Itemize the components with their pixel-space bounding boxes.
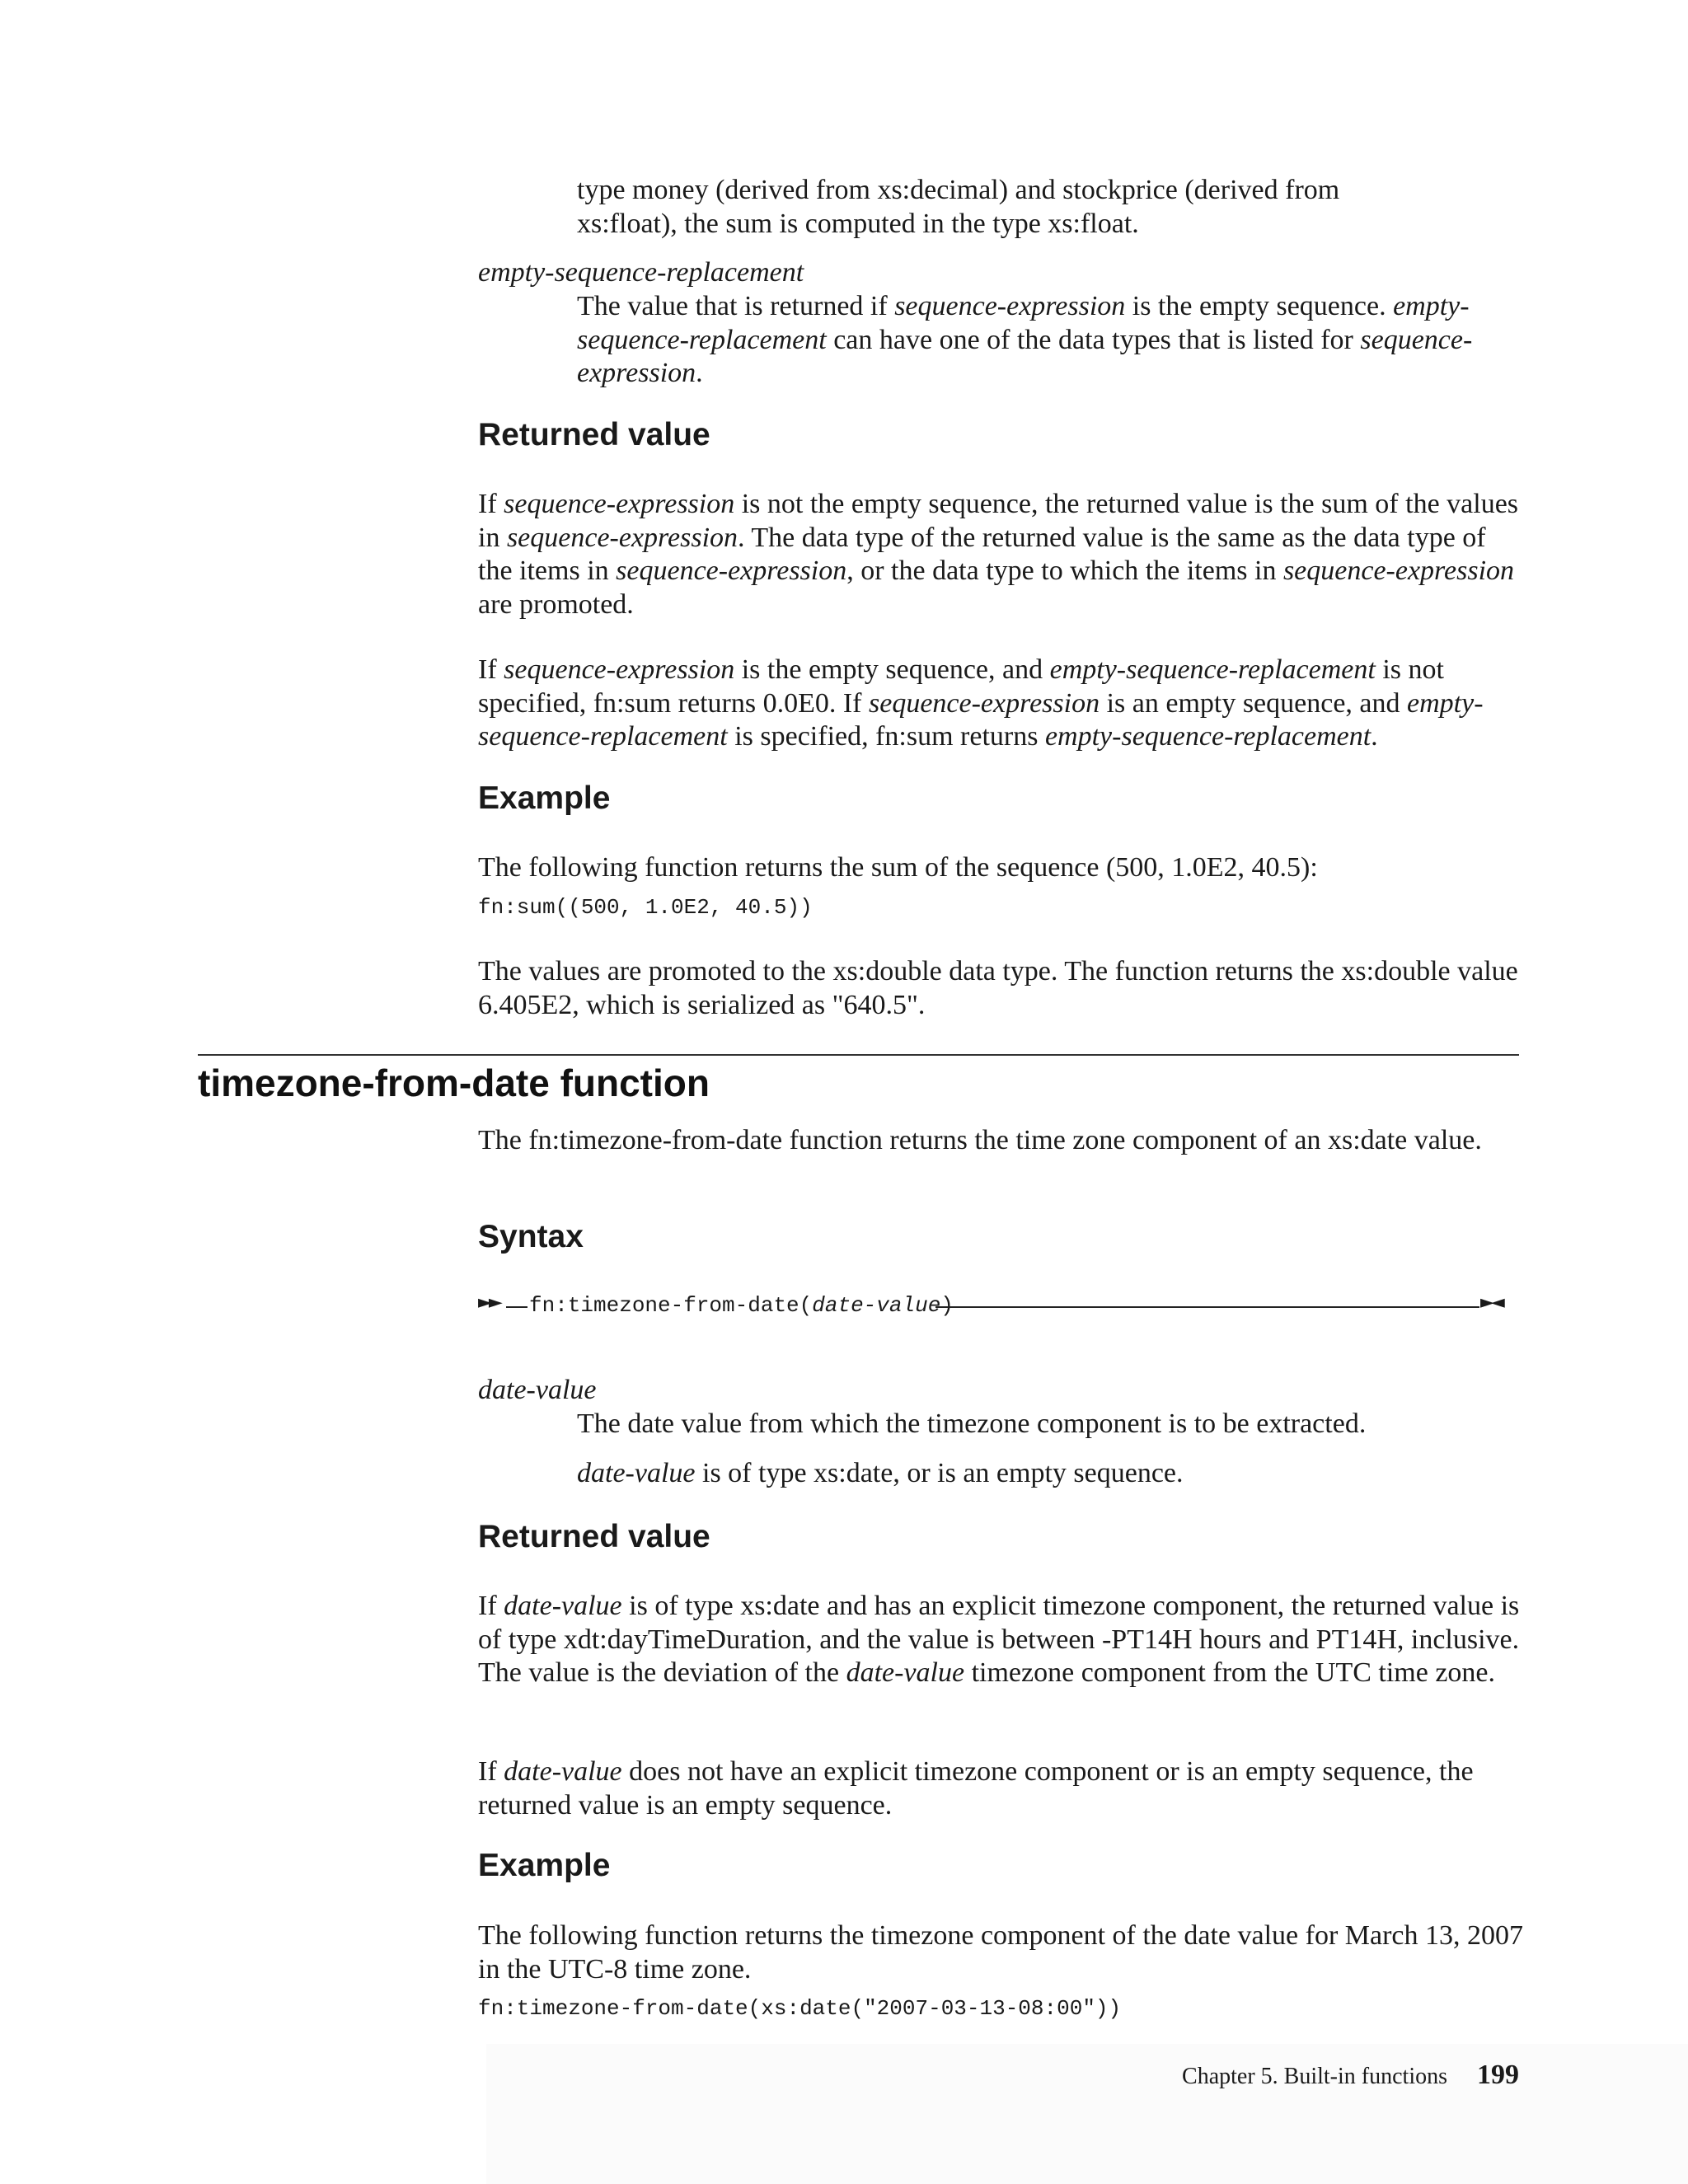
text: is of type xs:date and has an explicit timezone component, the returned value is of type xdt:dayTimeDuration, and the value is between -PT14H hours and PT14H, inclusive. The value is the deviation of the bbox=[478, 1591, 1520, 1688]
syntax-line bbox=[506, 1306, 528, 1308]
returned-paragraph-1 bbox=[478, 488, 1525, 621]
term: sequence-expression bbox=[616, 555, 847, 586]
code-sample-timezone: fn:timezone-from-date(xs:date("2007-03-13-08:00")) bbox=[478, 1996, 1122, 2021]
syntax-start-arrow-icon: ►► bbox=[478, 1292, 499, 1313]
term: empty-sequence-replacement bbox=[478, 687, 1484, 752]
heading-syntax: Syntax bbox=[478, 1219, 584, 1254]
text: is the empty sequence, and bbox=[734, 654, 1050, 685]
param-definition-1: The date value from which the timezone component is to be extracted. bbox=[577, 1408, 1367, 1439]
text: If bbox=[478, 489, 504, 519]
term: empty-sequence-replacement bbox=[1049, 654, 1376, 685]
term: sequence-expression bbox=[1282, 555, 1515, 586]
term: sequence-expression bbox=[506, 522, 738, 553]
cont-line-2: xs:float), the sum is computed in the type xs:float. bbox=[577, 208, 1139, 239]
term: date-value bbox=[846, 1657, 965, 1688]
returned2-paragraph-2 bbox=[478, 1755, 1525, 1822]
heading-example-2: Example bbox=[478, 1848, 611, 1883]
example-result: The values are promoted to the xs:double data type. The function returns the xs:double value 6.405E2, which is serialized as "640.5". bbox=[478, 956, 1518, 1020]
example-intro: The following function returns the sum of the sequence (500, 1.0E2, 40.5): bbox=[478, 852, 1318, 883]
syntax-end-arrow-icon: ►◄ bbox=[1480, 1292, 1502, 1313]
text: is of type xs:date, or is an empty sequence. bbox=[695, 1458, 1184, 1488]
text: , or the data type to which the items in bbox=[846, 555, 1283, 586]
param-definition-2 bbox=[577, 1457, 1525, 1491]
syntax-diagram bbox=[478, 1291, 1519, 1324]
code-sample-sum: fn:sum((500, 1.0E2, 40.5)) bbox=[478, 895, 813, 920]
term: sequence-expression bbox=[504, 654, 735, 685]
text: is not specified, fn:sum returns 0.0E0. If bbox=[478, 654, 1444, 719]
syntax-function: fn:timezone-from-date( bbox=[529, 1293, 813, 1318]
term: sequence-expression bbox=[504, 489, 735, 519]
term: date-value bbox=[504, 1756, 622, 1787]
text: If bbox=[478, 1591, 504, 1621]
syntax-close-paren: ) bbox=[940, 1293, 954, 1318]
def-term: empty-sequence-replacement bbox=[577, 291, 1470, 355]
param-term-date-value: date-value bbox=[478, 1375, 597, 1405]
text: is specified, fn:sum returns bbox=[727, 721, 1045, 752]
syntax-signature bbox=[529, 1291, 954, 1320]
heading-returned-value: Returned value bbox=[478, 417, 710, 452]
text: is an empty sequence, and bbox=[1100, 687, 1408, 719]
text: does not have an explicit timezone component or is an empty sequence, the returned value is an empty sequence. bbox=[478, 1756, 1474, 1821]
term: date-value bbox=[504, 1591, 622, 1621]
def-text: . bbox=[696, 358, 703, 388]
footer-chapter: Chapter 5. Built-in functions bbox=[1182, 2064, 1447, 2089]
term: sequence-expression bbox=[869, 687, 1100, 719]
heading-example: Example bbox=[478, 780, 611, 816]
def-text: can have one of the data types that is listed for bbox=[826, 324, 1361, 355]
term: empty-sequence-replacement bbox=[1044, 721, 1372, 752]
section-title: timezone-from-date function bbox=[198, 1062, 710, 1104]
cont-line-1: type money (derived from xs:decimal) and stockprice (derived from bbox=[577, 175, 1340, 205]
param-definition bbox=[577, 290, 1525, 391]
syntax-parameter: date-value bbox=[812, 1293, 941, 1318]
text: is not the empty sequence, the returned value is the sum of the values in bbox=[478, 489, 1519, 553]
section-divider bbox=[198, 1054, 1519, 1056]
syntax-line bbox=[935, 1306, 1479, 1308]
heading-returned-value-2: Returned value bbox=[478, 1519, 710, 1554]
term: date-value bbox=[577, 1458, 696, 1488]
text: timezone component from the UTC time zone. bbox=[964, 1657, 1496, 1688]
returned-paragraph-2 bbox=[478, 654, 1525, 754]
text: If bbox=[478, 654, 504, 685]
returned2-paragraph-1 bbox=[478, 1590, 1525, 1690]
def-text: The value that is returned if bbox=[577, 291, 895, 321]
text: . The data type of the returned value is the same as the data type of the items in bbox=[478, 522, 1486, 586]
example2-intro: The following function returns the timezone component of the date value for March 13, 2007 in the UTC-8 time zone. bbox=[478, 1920, 1524, 1985]
text: If bbox=[478, 1756, 504, 1787]
section-description: The fn:timezone-from-date function returns the time zone component of an xs:date value. bbox=[478, 1125, 1482, 1155]
text: are promoted. bbox=[478, 588, 634, 620]
text: . bbox=[1371, 721, 1378, 752]
def-term: sequence-expression bbox=[577, 324, 1473, 388]
param-term-empty-sequence-replacement: empty-sequence-replacement bbox=[478, 257, 804, 288]
def-text: is the empty sequence. bbox=[1125, 291, 1394, 321]
continuation-paragraph bbox=[577, 174, 1525, 241]
page-number: 199 bbox=[1477, 2060, 1519, 2090]
page-footer bbox=[989, 2059, 1519, 2093]
def-term: sequence-expression bbox=[894, 291, 1126, 321]
